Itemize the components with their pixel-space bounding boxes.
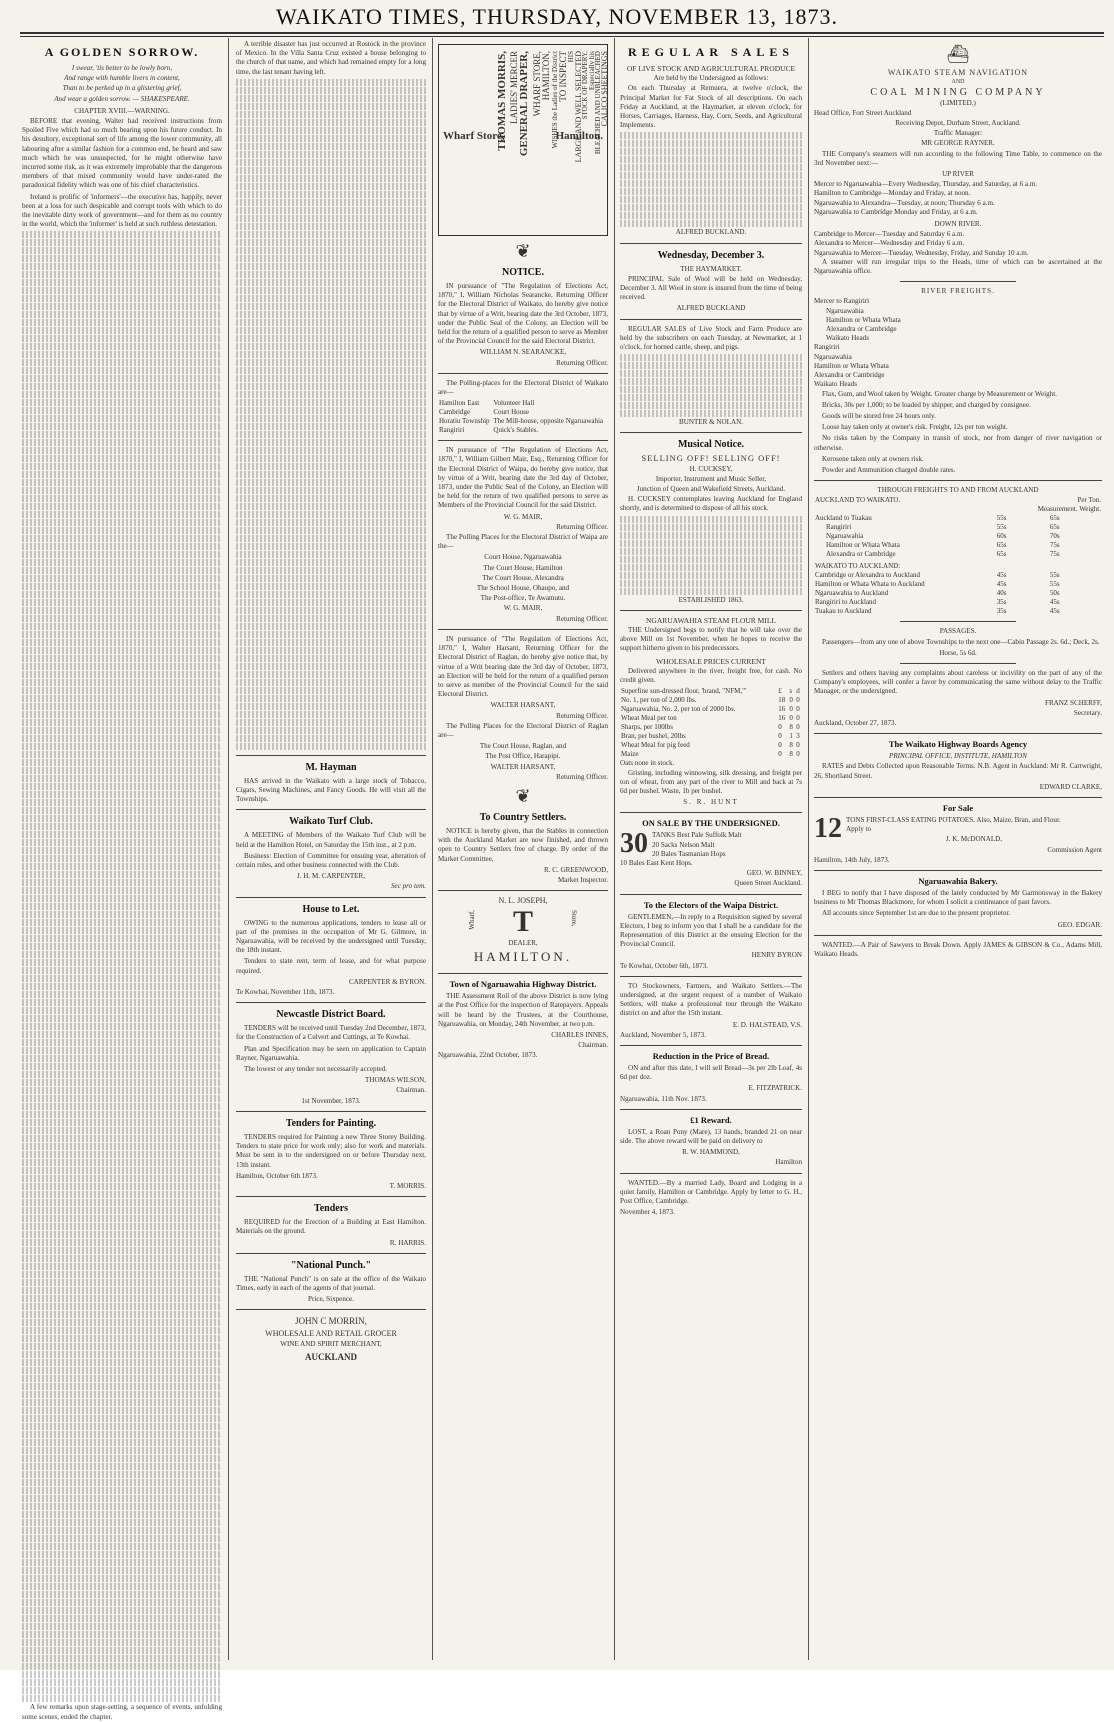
on-sale-block xyxy=(620,828,802,868)
price-row: Wheat Meal for pig feed 0 8 0 xyxy=(621,741,800,750)
morris-ad-line: THOMAS MORRIS, xyxy=(496,51,508,151)
price-row: Maize 0 8 0 xyxy=(621,750,800,759)
freight-row: Hamilton or Whata Whata xyxy=(814,361,889,370)
morris-wharf-store-ad xyxy=(438,44,608,236)
mcdonald-title: Commission Agent xyxy=(1047,845,1102,854)
story-paragraph: A few remarks upon stage-setting, a sequence of events, unfolding some scenes, ended the chapter. xyxy=(22,1703,222,1721)
column-3 xyxy=(438,40,608,1660)
through-freights-heading: THROUGH FREIGHTS TO AND FROM AUCKLAND xyxy=(877,486,1039,495)
waipa-returning-officer-title: Returning Officer. xyxy=(556,614,608,623)
painting-tenders-date: Hamilton, October 6th 1873. xyxy=(236,1171,318,1180)
raglan-returning-officer-title: Returning Officer. xyxy=(556,711,608,720)
for-sale-body: TONS FIRST-CLASS EATING POTATOES. Also, Maize, Bran, and Flour. xyxy=(846,815,1061,824)
binney-address: Queen Street Auckland. xyxy=(734,879,802,888)
morris-ad-line: WHARF STORE, xyxy=(532,51,542,117)
joseph-name: N. L. JOSEPH, xyxy=(498,896,548,906)
hayman-heading: M. Hayman xyxy=(305,761,357,773)
waipa-electors-heading: To the Electors of the Waipa District. xyxy=(643,899,779,910)
painting-tenders-body: TENDERS required for Painting a new Three Storey Building. Tenders to state price for work only; also for work and materials. Must be sent in to the undersigned on or before Thursday next, 13th instant. xyxy=(236,1132,426,1169)
morris-ad-line: HIS xyxy=(567,51,575,63)
up-river-row: Mercer to Ngaruawahia—Every Wednesday, Thursday, and Saturday, at 6 a.m. xyxy=(814,180,1038,189)
epigraph-line: I swear, 'tis better to be lowly born, xyxy=(71,64,173,72)
regular-sales-sub: OF LIVE STOCK AND AGRICULTURAL PRODUCE xyxy=(626,64,796,73)
company-name-2: COAL MINING COMPANY xyxy=(870,87,1046,99)
highway-district-date: Ngaruawahia, 22nd October, 1873. xyxy=(438,1051,538,1060)
turf-club-signature: J. H. M. CARPENTER, xyxy=(297,872,365,881)
painting-tenders-signature: T. MORRIS. xyxy=(389,1181,426,1190)
fitzpatrick-date: Ngaruawahia, 11th Nov. 1873. xyxy=(620,1094,707,1103)
hamilton-label: Hamilton. xyxy=(555,130,603,142)
punch-price: Price, Sixpence. xyxy=(308,1295,354,1304)
morrin-name: JOHN C MORRIN, xyxy=(295,1316,367,1327)
joseph-side-left: Wharf, xyxy=(468,910,476,930)
on-sale-item: TANKS Best Pale Suffolk Malt xyxy=(652,831,742,840)
column-divider xyxy=(432,38,433,1660)
steamer-note: A steamer will run irregular trips to the Heads, time of which can be ascertained at the Ngaruawahia office. xyxy=(814,257,1102,276)
cucksey-body: H. CUCKSEY contemplates leaving Auckland for England shortly, and is determined to dispose of all his stock. xyxy=(620,495,802,513)
morrin-town: AUCKLAND xyxy=(304,1351,357,1362)
polling-row: Hamilton East Volunteer Hall xyxy=(439,399,535,408)
newcastle-board-date: 1st November, 1873. xyxy=(301,1096,361,1105)
epigraph-line: Than to be perked up in a glistering grief, xyxy=(62,84,182,93)
morris-ad-line: LARGE AND WELL SELECTED xyxy=(574,51,583,163)
flax-note: Flax, Gum, and Wool taken by Weight. Greater charge by Measurement or Weight. xyxy=(822,389,1057,398)
on-sale-item: 20 Bales Tasmanian Hops xyxy=(652,849,726,858)
epigraph-line: And range with humble livers in content, xyxy=(64,74,180,83)
freight-row: Ngaruawahia xyxy=(814,352,852,361)
mcdonald-date: Hamilton, 14th July, 1873. xyxy=(814,855,890,864)
scherff-name: FRANZ SCHERFF, xyxy=(1045,698,1102,707)
return-row: Ngaruawahia to Auckland 40s 50s xyxy=(815,589,1060,598)
return-row: Hamilton or Whata Whata to Auckland 45s 55s xyxy=(815,580,1060,589)
waikato-election-notice: IN pursuance of "The Regulation of Elections Act, 1870," I, William Nicholas Searancke, Returning Officer for the Electoral District of Waikato, do hereby give notice that by virtue of a Writ, bearing date the 3rd October, 1873, under the Public Seal of the Colony, an Election will be held for the return of a qualified person to serve as Member of the Provincial Council for the said Electoral District. xyxy=(438,282,608,346)
freight-row: Ngaruawahia xyxy=(826,306,864,315)
company-manager: MR GEORGE RAYNER. xyxy=(921,139,995,148)
turf-club-body: A MEETING of Members of the Waikato Turf Club will be held at the Hamilton Hotel, on Saturday the 15th inst., at 2 p.m. xyxy=(236,831,426,849)
river-freights-heading: RIVER FREIGHTS. xyxy=(921,287,995,296)
mcdonald-name: J. K. McDONALD, xyxy=(945,835,1003,844)
raglan-polling-place: The Post Office, Harapipi. xyxy=(485,752,561,761)
freight-row: Hamilton or Whata Whata xyxy=(826,315,901,324)
regular-sales-filler xyxy=(620,132,802,227)
turf-club-business: Business: Election of Committee for ensuing year, alteration of certain rules, and other business connected with the Club. xyxy=(236,851,426,870)
morris-ad-line: LADIES' MERCER xyxy=(509,51,519,124)
halstead-signature: E. D. HALSTEAD, V.S. xyxy=(732,1020,802,1029)
kerosene-note: Kerosene taken only at owners risk. xyxy=(822,454,924,463)
up-river-heading: UP RIVER xyxy=(942,170,974,179)
story-paragraph: BEFORE that evening, Walter had received instructions from Spoiled Five which had so much bearing upon his future conduct. In his desultory, exceptional sort of life among the lower community, all labouring after a similar fashion for a common end, he heard and saw much which he was unsuspected, for he might otherwise have incurred some risk, as it was extremely improbable that the dangerous members of that mixed community would have under-rated the paradoxical fidelity which was one of his chief characteristics. xyxy=(22,117,222,190)
joseph-ad xyxy=(438,896,608,968)
established-line: ESTABLISHED 1863. xyxy=(678,595,744,604)
through-row: Hamilton or Whata Whata 65s 75s xyxy=(826,541,1060,550)
halstead-notice: TO Stockowners, Farmers, and Waikato Settlers.—The undersigned, at the urgent request of a number of Waikato Settlers, will make a professional tour through the Waikato district on and after the 15th instant. xyxy=(620,981,802,1018)
through-header-row: AUCKLAND TO WAIKATO. Per Ton. xyxy=(815,496,1101,505)
halstead-date: Auckland, November 5, 1873. xyxy=(620,1030,706,1039)
company-traffic-label: Traffic Manager: xyxy=(933,129,983,138)
company-and: AND xyxy=(951,79,965,86)
bakery-note: All accounts since September 1st are due to the present proprietor. xyxy=(822,909,1011,918)
waipa-election-notice: IN pursuance of "The Regulation of Elections Act, 1870," I, William Gilbert Mair, Esq., Returning Officer for the Electoral District of Waipa, do hereby give notice, that by virtue of a Writ, bearing date the 3rd day of October, 1873, under the Public Seal of the Colony, an Election will be held for the return of two qualified persons to serve as Members of the Provincial Council for the said District. xyxy=(438,446,608,510)
byron-signature: HENRY BYRON xyxy=(751,951,802,960)
down-river-row: Ngaruawahia to Mercer—Tuesday, Wednesday, Friday, and Sunday 10 a.m. xyxy=(814,248,1029,257)
on-sale-heading: ON SALE BY THE UNDERSIGNED. xyxy=(642,818,780,829)
waipa-polling-place: The Court House, Hamilton xyxy=(483,563,563,572)
hayman-body: HAS arrived in the Waikato with a large stock of Tobacco, Cigars, Sewing Machines, and Fancy Goods. He will visit all the Townships. xyxy=(236,776,426,804)
newcastle-board-body: The lowest or any tender not necessarily accepted. xyxy=(244,1065,387,1074)
passages-body: Passengers—from any one of above Townships to the next one—Cabin Passage 2s. 6d.; Deck, 2s. xyxy=(822,637,1100,646)
haymarket-heading: THE HAYMARKET. xyxy=(680,264,742,273)
story-title: A GOLDEN SORROW. xyxy=(44,45,200,59)
highway-district-heading: Town of Ngaruawahia Highway District. xyxy=(449,979,597,990)
scherff-title: Secretary. xyxy=(1073,708,1102,717)
highway-district-chairman: CHARLES INNES, xyxy=(551,1030,608,1039)
price-row: Ngaruawahia, No. 2, per ton of 2000 lbs. 16 0 0 xyxy=(621,705,800,714)
house-to-let-date: Te Kowhai, November 11th, 1873. xyxy=(236,988,335,997)
bakery-heading: Ngaruawahia Bakery. xyxy=(918,875,998,886)
waipa-returning-officer: W. G. MAIR, xyxy=(503,604,543,613)
column-4 xyxy=(620,40,802,1660)
market-inspector-name: R. C. GREENWOOD, xyxy=(543,865,608,874)
letter-t-icon: T xyxy=(512,905,533,939)
morrin-trade: WHOLESALE AND RETAIL GROCER xyxy=(265,1329,397,1339)
wholesale-prices-table xyxy=(620,687,802,759)
freight-row: Rangiriri xyxy=(814,343,840,352)
waipa-polling-place: The School House, Ohaupo, and xyxy=(476,584,570,593)
newcastle-board-signature: THOMAS WILSON, xyxy=(365,1076,426,1085)
reward-heading: £1 Reward. xyxy=(690,1114,732,1125)
sale-date-heading: Wednesday, December 3. xyxy=(657,249,765,261)
on-sale-item: 10 Bales East Kent Hops. xyxy=(620,858,693,867)
haymarket-body: PRINCIPAL Sale of Wool will be held on Wednesday, December 3. All Wool in store is insured from the time of being received. xyxy=(620,274,802,302)
bread-price-heading: Reduction in the Price of Bread. xyxy=(652,1050,770,1061)
through-header-row: Measurement. Weight. xyxy=(1037,505,1101,514)
punch-body: THE "National Punch" is on sale at the office of the Waikato Times, early in each of the agents of that journal. xyxy=(236,1274,426,1292)
through-header-row: WAIKATO TO AUCKLAND: xyxy=(815,562,901,571)
newcastle-board-body: Plan and Specification may be seen on application to Captain Rayner, Ngaruawahia. xyxy=(236,1044,426,1062)
epigraph-line: And wear a golden sorrow. — SHAKESPEARE. xyxy=(54,94,190,103)
raglan-returning-officer-title: Returning Officer. xyxy=(556,772,608,781)
oats-note: Oats none in stock. xyxy=(620,759,675,768)
masthead-rule xyxy=(20,32,1104,34)
on-sale-number: 30 xyxy=(620,828,648,860)
hunt-name: S. R. HUNT xyxy=(683,798,739,807)
house-to-let-signature: CARPENTER & BYRON. xyxy=(348,977,426,986)
masthead: WAIKATO TIMES, THURSDAY, NOVEMBER 13, 1873. xyxy=(276,4,838,29)
through-row: Ngaruawahia 60s 70s xyxy=(826,532,1060,541)
horse-note: Horse, 5s 6d. xyxy=(939,648,977,657)
morrin-trade-2: WINE AND SPIRIT MERCHANT, xyxy=(280,1340,382,1349)
up-river-row: Ngaruawahia to Cambridge Monday and Friday, at 6 a.m. xyxy=(814,207,978,216)
freight-row: Waikato Heads xyxy=(826,334,869,343)
morris-ad-line: GENERAL DRAPER, xyxy=(518,51,530,157)
through-row: Rangiriri 55s 65s xyxy=(826,523,1060,532)
waikato-returning-officer: WILLIAM N. SEARANCKE, xyxy=(479,348,567,357)
edgar-name: GEO. EDGAR. xyxy=(1057,920,1102,929)
price-row: Wheat Meal per ton 16 0 0 xyxy=(621,714,800,723)
cucksey-filler xyxy=(620,516,802,595)
royal-arms-icon: ❦ xyxy=(515,241,531,261)
bakery-body: I BEG to notify that I have disposed of the lately conducted by Mr Garmonsway in the Bakery business to Mr Thomas Blackmore, for whom I solicit a continuance of past favors. xyxy=(814,888,1102,907)
house-to-let-heading: House to Let. xyxy=(302,903,360,915)
wanted-sawyers-body: WANTED.—A Pair of Sawyers to Break Down. Apply JAMES & GIBSON & Co., Adams Mill, Waikato Heads. xyxy=(814,940,1102,958)
freight-row: Alexandra or Cambridge xyxy=(814,371,885,380)
joseph-dealer: DEALER, xyxy=(508,939,538,948)
news-paragraph: A terrible disaster has just occurred at Rostock in the province of Mexico. In the Villa Santa Cruz existed a house belonging to the church of that name, and which had remained empty for a long time, the last tenant having left. xyxy=(236,40,426,76)
chapter-heading: CHAPTER XVIII.—WARNING. xyxy=(74,106,170,115)
news-body-filler xyxy=(236,79,426,750)
column-5 xyxy=(814,40,1102,1660)
notice-heading: NOTICE. xyxy=(502,267,544,278)
up-river-row: Hamilton to Cambridge—Monday and Friday, at noon. xyxy=(814,189,971,198)
price-row: Sharps, per 100lbs 0 8 0 xyxy=(621,723,800,732)
morris-ad-line: Especially his xyxy=(588,51,596,91)
wanted-lodging-date: November 4, 1873. xyxy=(620,1208,675,1217)
byron-date: Te Kowhai, October 6th, 1873. xyxy=(620,961,708,970)
royal-arms-icon: ❦ xyxy=(515,785,531,806)
building-tenders-signature: R. HARRIS. xyxy=(389,1238,426,1247)
down-river-row: Alexandra to Mercer—Wednesday and Friday 6 a.m. xyxy=(814,239,965,248)
regular-sales-heading: REGULAR SALES xyxy=(627,45,795,59)
cucksey-address: Junction of Queen and Wakefield Streets, Auckland. xyxy=(636,485,786,494)
highway-district-body: THE Assessment Roll of the above District is now lying at the Post Office for the inspection of Ratepayers. Appeals will be heard by the Trustees, at the Courthouse, Ngaruawahia, on Monday, 24th November, at two p.m. xyxy=(438,992,608,1028)
for-sale-number: 12 xyxy=(814,812,842,844)
through-freights-table xyxy=(814,496,1102,616)
auctioneer-name: ALFRED BUCKLAND xyxy=(676,304,746,313)
raglan-election-notice: IN pursuance of "The Regulation of Elections Act, 1870," I, Walter Harsant, Returning Officer for the Electoral District of Raglan, do hereby give notice that, by virtue of a Writ bearing date the 3rd day of October, 1873, an Election will be held for the return of a qualified person to serve as member of the Provincial Council for the said Electoral District. xyxy=(438,634,608,699)
goods-note: Goods will be stored free 24 hours only. xyxy=(822,411,936,420)
waikato-returning-officer-title: Returning Officer. xyxy=(556,358,608,367)
powder-note: Powder and Ammunition charged double rates. xyxy=(822,465,956,474)
regular-sales-sub: Are held by the Undersigned as follows: xyxy=(653,74,769,83)
return-row: Tuakau to Auckland 35s 45s xyxy=(815,607,1060,616)
company-depot: Receiving Depot, Durham Street, Auckland. xyxy=(895,119,1021,128)
company-name: WAIKATO STEAM NAVIGATION xyxy=(887,68,1029,77)
building-tenders-body: REQUIRED for the Erection of a Building at East Hamilton. Materials on the ground. xyxy=(236,1218,426,1236)
for-sale-heading: For Sale xyxy=(942,802,974,813)
turf-club-heading: Waikato Turf Club. xyxy=(289,816,373,828)
wanted-lodging-body: WANTED.—By a married Lady, Board and Lodging in a quiet family, Hamilton or Cambridge. Apply by letter to G. H., Post Office, Cambridge. xyxy=(620,1178,802,1205)
price-row: Superfine sun-dressed flour, 'brand, "NFM,"' £ s d xyxy=(621,687,800,696)
highway-agency-sub: PRINCIPAL OFFICE, INSTITUTE, HAMILTON xyxy=(888,752,1027,761)
polling-row: Rangiriri Quick's Stables. xyxy=(439,426,539,435)
passages-heading: PASSAGES. xyxy=(939,627,977,636)
risks-note: No risks taken by the Company in transit of stock, nor from danger of river navigation or otherwise. xyxy=(814,434,1102,452)
waipa-polling-place: The Court House, Alexandra xyxy=(482,573,564,582)
bunter-nolan-name: BUNTER & NOLAN. xyxy=(678,418,744,427)
morris-ad-line: TO INSPECT xyxy=(558,51,568,102)
steamship-icon: ⛴ xyxy=(946,44,970,64)
hammond-town: Hamilton xyxy=(775,1158,802,1167)
joseph-town: HAMILTON. xyxy=(473,948,573,964)
bread-price-body: ON and after this date, I will sell Bread—3s per 2lb Loaf, 4s 6d per doz. xyxy=(620,1063,802,1082)
wharf-store-label: Wharf Store, xyxy=(443,130,505,142)
return-row: Rangiriri to Auckland 35s 45s xyxy=(815,598,1060,607)
highway-agency-heading: The Waikato Highway Boards Agency xyxy=(888,739,1028,750)
down-river-row: Cambridge to Mercer—Tuesday and Saturday 6 a.m. xyxy=(814,230,965,239)
punch-heading: "National Punch." xyxy=(290,1259,371,1271)
selling-off-line: SELLING OFF! SELLING OFF! xyxy=(641,453,781,464)
raglan-returning-officer: WALTER HARSANT, xyxy=(490,701,556,710)
regular-sales-2-body: REGULAR SALES of Live Stock and Farm Produce are held by the subscribers on each Tuesday, at Newmarket, at 1 o'clock, for horned cattle, sheep, and pigs. xyxy=(620,324,802,352)
highway-district-chairman-title: Chairman. xyxy=(578,1041,608,1050)
cucksey-name: H. CUCKSEY, xyxy=(689,464,733,473)
column-divider xyxy=(614,38,615,1660)
highway-agency-body: RATES and Debts Collected upon Reasonable Terms. N.B. Agent in Auckland: Mr R. Cartwright, 26, Shortland Street. xyxy=(814,762,1102,780)
freight-row: Mercer to Rangiriri xyxy=(814,297,870,306)
fitzpatrick-signature: E. FITZPATRICK. xyxy=(748,1084,802,1093)
column-divider xyxy=(228,38,229,1660)
price-row: Bran, per bushel, 20lbs 0 1 3 xyxy=(621,732,800,741)
through-row: Alexandra or Cambridge 65s 75s xyxy=(826,550,1060,559)
bricks-note: Bricks, 30s per 1,000; to be loaded by shipper, and charged by consignee. xyxy=(822,400,1031,409)
polling-row: Cambridge Court House xyxy=(439,408,529,417)
building-tenders-heading: Tenders xyxy=(313,1203,349,1215)
on-sale-item: 20 Sacks Nelson Malt xyxy=(652,840,715,849)
joseph-side-right: Store, xyxy=(570,910,578,927)
newcastle-board-signature-title: Chairman. xyxy=(396,1086,426,1095)
regular-sales-2-filler xyxy=(620,354,802,417)
regular-sales-body: On each Thursday at Remuera, at twelve o'clock, the Principal Market for Fat Stock of all descriptions. On each Friday at Auckland, at the Haymarket, at eleven o'clock, for Horses, Carriages, Harness, Hay, Corn, Seeds, and Agricultural Implements. xyxy=(620,84,802,130)
morris-ad-line: HAMILTON, xyxy=(541,51,551,101)
hammond-signature: R. W. HAMMOND, xyxy=(682,1148,740,1157)
gristing-note: Gristing, including winnowing, silk dressing, and freight per ton of wheat, from any part of the river to Mill and back at 7s 6d per bushel. Waste, 1b per bushel. xyxy=(620,768,802,795)
waipa-electors-body: GENTLEMEN,—In reply to a Requisition signed by several Electors, I beg to inform you that I shall be a candidate for the Representation of this District at the ensuing Election for the Provincial Council. xyxy=(620,912,802,949)
waikato-polling-places xyxy=(438,399,608,435)
complaints-note: Settlers and others having any complaints about careless or incivility on the part of any of the Company's employees, will confer a favor by communicating the same without delay to the Traffic Manager, or the undersigned. xyxy=(814,668,1102,696)
binney-name: GEO. W. BINNEY, xyxy=(746,869,802,878)
country-settlers-body: NOTICE is hereby given, that the Stables in connection with the Auckland Market are now finished, and thrown open to Country Settlers free of charge. By order of the Market Committee, xyxy=(438,826,608,863)
morris-ad-line: CALICO SHEETINGS xyxy=(600,51,609,127)
raglan-returning-officer: WALTER HARSANT, xyxy=(490,762,556,771)
waikato-polling-intro: The Polling-places for the Electoral District of Waikato are— xyxy=(438,378,608,397)
return-row: Cambridge or Alexandra to Auckland 45s 55s xyxy=(815,571,1060,580)
morris-ad-line: BLEACHED AND UNBLEACHED xyxy=(594,51,602,155)
wholesale-prices-sub: Delivered anywhere in the river, freight free, for cash. No credit given. xyxy=(620,666,802,685)
company-timetable-intro: THE Company's steamers will run according to the following Time Table, to commence on the 3rd November next:— xyxy=(814,149,1102,167)
raglan-polling-place: The Court House, Raglan, and xyxy=(479,742,567,751)
waipa-polling-intro: The Polling Places for the Electoral District of Waipa are the— xyxy=(438,533,608,551)
freight-row: Alexandra or Cambridge xyxy=(826,325,897,334)
morris-ad-line: WISHES the Ladies of the District xyxy=(551,51,559,149)
story-paragraph: Ireland is prolific of 'informers'—the executive has, happily, never been at a loss for such despicable and corrupt tools with which to do the inevitable dirty work of government—and for them as no country in the world, which the 'informer' is held at such ruthless detestation. xyxy=(22,192,222,229)
loose-hay-note: Loose hay taken only at owner's risk. Freight, 12s per ton weight. xyxy=(822,423,1008,432)
waipa-returning-officer-title: Returning Officer. xyxy=(556,522,608,531)
company-office: Head Office, Fort Street Auckland xyxy=(814,108,912,117)
morris-ad-line: STOCK OF DRAPERY, xyxy=(581,51,589,120)
clarke-name: EDWARD CLARKE, xyxy=(1039,782,1102,791)
auctioneer-name: ALFRED BUCKLAND. xyxy=(675,228,747,237)
for-sale-apply: Apply to xyxy=(846,825,872,834)
column-2 xyxy=(236,40,426,1660)
through-row: Auckland to Tuakau 55s 65s xyxy=(815,514,1060,523)
house-to-let-body: Tenders to state rent, term of lease, and for what purpose required. xyxy=(236,957,426,975)
musical-notice-heading: Musical Notice. xyxy=(677,439,745,451)
column-divider xyxy=(808,38,809,1660)
reward-body: LOST, a Roan Pony (Mare), 13 hands, branded 21 on near side. The above reward will be paid on delivery to xyxy=(620,1127,802,1145)
waipa-polling-place: The Post-office, Te Awamutu. xyxy=(480,594,566,603)
freight-row: Waikato Heads xyxy=(814,380,857,389)
column-1 xyxy=(22,40,222,1721)
waipa-returning-officer: W. G. MAIR, xyxy=(503,512,543,521)
up-river-row: Ngaruawahia to Alexandra—Tuesday, at noon; Thursday 6 a.m. xyxy=(814,198,995,207)
company-limited: (LIMITED.) xyxy=(940,98,976,107)
painting-tenders-heading: Tenders for Painting. xyxy=(285,1117,377,1129)
polling-row: Horatiu Township The Mill-house, opposite Ngaruawahia xyxy=(439,417,604,426)
waipa-polling-place: Court House, Ngaruawahia xyxy=(484,553,562,562)
raglan-polling-intro: The Polling Places for the Electoral District of Raglan are— xyxy=(438,721,608,739)
flour-mill-body: THE Undersigned begs to notify that he will take over the above Mill on 1st November, when he hopes to receive the support hitherto given to his predecessors. xyxy=(620,626,802,653)
flour-mill-heading: NGARUAWAHIA STEAM FLOUR MILL xyxy=(645,615,777,625)
newcastle-board-heading: Newcastle District Board. xyxy=(276,1009,386,1021)
cucksey-trade: Importer, Instrument and Music Seller, xyxy=(655,474,767,483)
market-inspector-title: Market Inspector. xyxy=(557,875,608,884)
turf-club-signature-title: Sec pro tem. xyxy=(391,882,426,891)
wholesale-prices-heading: WHOLESALE PRICES CURRENT xyxy=(655,656,766,666)
house-to-let-body: OWING to the numerous applications, tenders to lease all or part of the premises in the occupation of Mr G. Gilmore, in Ngaruawahia, will be received by the undersigned until Tuesday, the 18th instant. xyxy=(236,918,426,955)
country-settlers-heading: To Country Settlers. xyxy=(479,811,567,823)
scherff-date: Auckland, October 27, 1873. xyxy=(814,718,897,727)
down-river-heading: DOWN RIVER. xyxy=(934,220,982,229)
newcastle-board-body: TENDERS will be received until Tuesday 2nd December, 1873, for the Construction of a Culvert and Cuttings, at Te Kowhai. xyxy=(236,1024,426,1042)
price-row: No. 1, per ton of 2,000 lbs. 18 0 0 xyxy=(621,696,800,705)
story-body-filler xyxy=(22,231,222,1702)
masthead-rule-thin xyxy=(20,36,1104,37)
